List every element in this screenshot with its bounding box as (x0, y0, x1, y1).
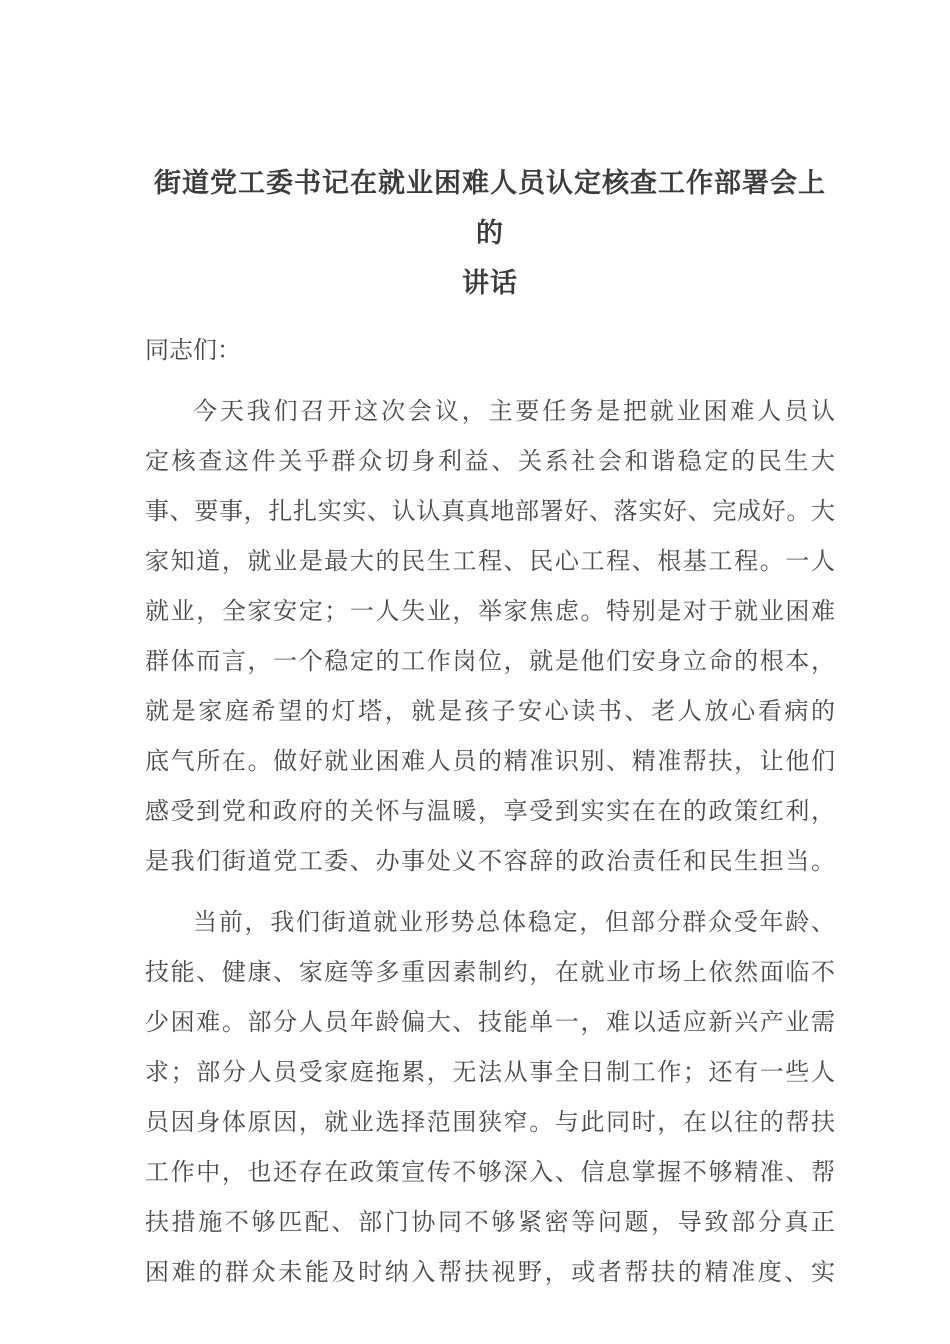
salutation: 同志们： (145, 338, 241, 365)
paragraph-1 (145, 387, 835, 887)
paragraph-2-line-8: 困难的群众未能及时纳入帮扶视野，或者帮扶的精准度、实 (145, 1260, 835, 1287)
document-title-line-1: 街道党工委书记在就业困难人员认定核查工作部署会上的 (154, 168, 826, 249)
paragraph-1-line-9: 感受到党和政府的关怀与温暖，享受到实实在在的政策红利， (145, 799, 835, 826)
paragraph-1-line-5: 就业，全家安定；一人失业，举家焦虑。特别是对于就业困难 (145, 599, 835, 626)
paragraph-2-line-2: 技能、健康、家庭等多重因素制约，在就业市场上依然面临不 (145, 960, 835, 987)
paragraph-1-line-8: 底气所在。做好就业困难人员的精准识别、精准帮扶，让他们 (145, 749, 835, 776)
paragraph-1-line-3: 事、要事，扎扎实实、认认真真地部署好、落实好、完成好。大 (145, 499, 835, 526)
paragraph-1-line-7: 就是家庭希望的灯塔，就是孩子安心读书、老人放心看病的 (145, 699, 835, 726)
paragraph-2-line-1: 当前，我们街道就业形势总体稳定，但部分群众受年龄、 (193, 910, 835, 937)
paragraph-2-line-7: 扶措施不够匹配、部门协同不够紧密等问题，导致部分真正 (145, 1210, 835, 1237)
paragraph-2-line-6: 工作中，也还存在政策宣传不够深入、信息掌握不够精准、帮 (145, 1160, 835, 1187)
paragraph-2 (145, 898, 835, 1298)
document-title-line-2: 讲话 (462, 268, 518, 299)
paragraph-1-line-10: 是我们街道党工委、办事处义不容辞的政治责任和民生担当。 (145, 849, 835, 876)
paragraph-2-line-3: 少困难。部分人员年龄偏大、技能单一，难以适应新兴产业需 (145, 1010, 835, 1037)
document-content (145, 140, 835, 1298)
document-title (145, 158, 835, 308)
paragraph-2-line-4: 求；部分人员受家庭拖累，无法从事全日制工作；还有一些人 (145, 1060, 835, 1087)
paragraph-1-line-4: 家知道，就业是最大的民生工程、民心工程、根基工程。一人 (145, 549, 835, 576)
paragraph-1-line-1: 今天我们召开这次会议，主要任务是把就业困难人员认 (193, 399, 835, 426)
paragraph-1-line-6: 群体而言，一个稳定的工作岗位，就是他们安身立命的根本， (145, 649, 835, 676)
paragraph-2-line-5: 员因身体原因，就业选择范围狭窄。与此同时，在以往的帮扶 (145, 1110, 835, 1137)
paragraph-1-line-2: 定核查这件关乎群众切身利益、关系社会和谐稳定的民生大 (145, 449, 835, 476)
